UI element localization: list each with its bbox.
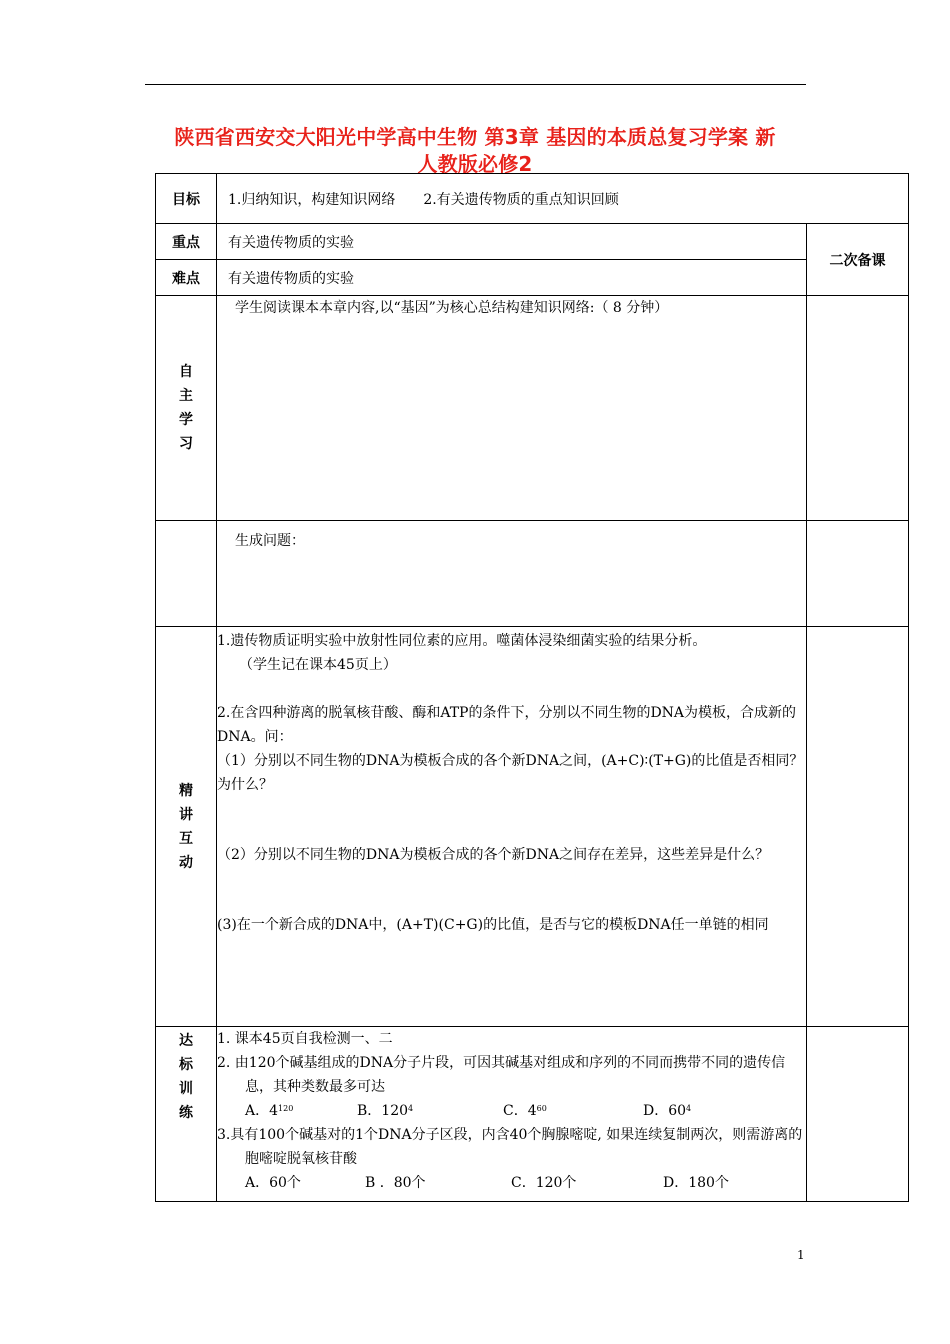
key-label: 重点 <box>156 224 217 260</box>
title-line-1: 陕西省西安交大阳光中学高中生物 第3章 基因的本质总复习学案 新 <box>174 125 776 149</box>
lecture-label: 精 讲 互 动 <box>156 627 217 1027</box>
lecture-item-1: 1.遗传物质证明实验中放射性同位素的应用。噬菌体浸染细菌实验的结果分析。 <box>217 633 707 649</box>
q2-option-d: D．$60^4$ <box>643 1103 692 1119</box>
goal-text: 1.归纳知识，构建知识网络 2.有关遗传物质的重点知识回顾 <box>217 174 909 224</box>
lecture-subq-2: （2）分别以不同生物的DNA为模板合成的各个新DNA之间存在差异，这些差异是什么？ <box>217 847 770 863</box>
self-study-text: 学生阅读课本本章内容,以“基因”为核心总结构建知识网络:（ 8 分钟） <box>217 296 807 521</box>
self-study-side <box>807 296 909 521</box>
q2-option-a: A．$4^{120}$ <box>245 1103 294 1119</box>
q3-option-d: D．180个 <box>663 1175 729 1191</box>
lecture-subq-3: (3)在一个新合成的DNA中，(A+T)(C+G)的比值，是否与它的模板DNA任一单链的相同 <box>217 917 769 933</box>
header-rule <box>145 84 806 85</box>
page-number: 1 <box>797 1248 805 1262</box>
training-row <box>156 1027 909 1202</box>
hard-text: 有关遗传物质的实验 <box>217 260 807 296</box>
prep-label: 二次备课 <box>807 224 909 296</box>
training-q2: 2. 由120个碱基组成的DNA分子片段，可因其碱基对组成和序列的不同而携带不同的遗传信息，其种类数最多可达 <box>217 1055 786 1095</box>
lecture-subq-1: （1）分别以不同生物的DNA为模板合成的各个新DNA之间，(A+C)∶(T+G)的比值是否相同？为什么？ <box>217 753 804 793</box>
title-line-2: 人教版必修2 <box>417 152 533 176</box>
q2-option-c: C．$4^{60}$ <box>503 1103 547 1119</box>
training-q1: 1. 课本45页自我检测一、二 <box>217 1031 393 1047</box>
hard-label: 难点 <box>156 260 217 296</box>
self-study-row <box>156 296 909 521</box>
key-row <box>156 224 909 260</box>
q2-option-b: B．$120^4$ <box>357 1103 414 1119</box>
generated-questions-side <box>807 521 909 627</box>
goal-row <box>156 174 909 224</box>
q3-option-a: A．60个 <box>245 1175 301 1191</box>
document-title <box>140 124 810 178</box>
training-label: 达 标 训 练 <box>156 1027 217 1202</box>
q3-option-c: C．120个 <box>511 1175 577 1191</box>
training-content <box>217 1027 807 1202</box>
generated-questions-text: 生成问题： <box>217 521 807 627</box>
lecture-row <box>156 627 909 1027</box>
training-q2-options <box>217 1099 806 1123</box>
goal-label: 目标 <box>156 174 217 224</box>
self-study-label: 自 主 学 习 <box>156 296 217 521</box>
hard-row <box>156 260 909 296</box>
lecture-side <box>807 627 909 1027</box>
generated-questions-row <box>156 521 909 627</box>
lecture-note: （学生记在课本45页上） <box>239 657 397 673</box>
lecture-content <box>217 627 807 1027</box>
training-q3: 3.具有100个碱基对的1个DNA分子区段，内含40个胸腺嘧啶, 如果连续复制两次，则需游离的胞嘧啶脱氧核苷酸 <box>217 1127 803 1167</box>
generated-questions-label <box>156 521 217 627</box>
q3-option-b: B ．80个 <box>365 1175 426 1191</box>
key-text: 有关遗传物质的实验 <box>217 224 807 260</box>
training-side <box>807 1027 909 1202</box>
lesson-table <box>155 173 909 1202</box>
training-q3-options <box>217 1171 806 1195</box>
lecture-item-2: 2.在含四种游离的脱氧核苷酸、酶和ATP的条件下，分别以不同生物的DNA为模板，合成新的DNA。问： <box>217 705 797 745</box>
